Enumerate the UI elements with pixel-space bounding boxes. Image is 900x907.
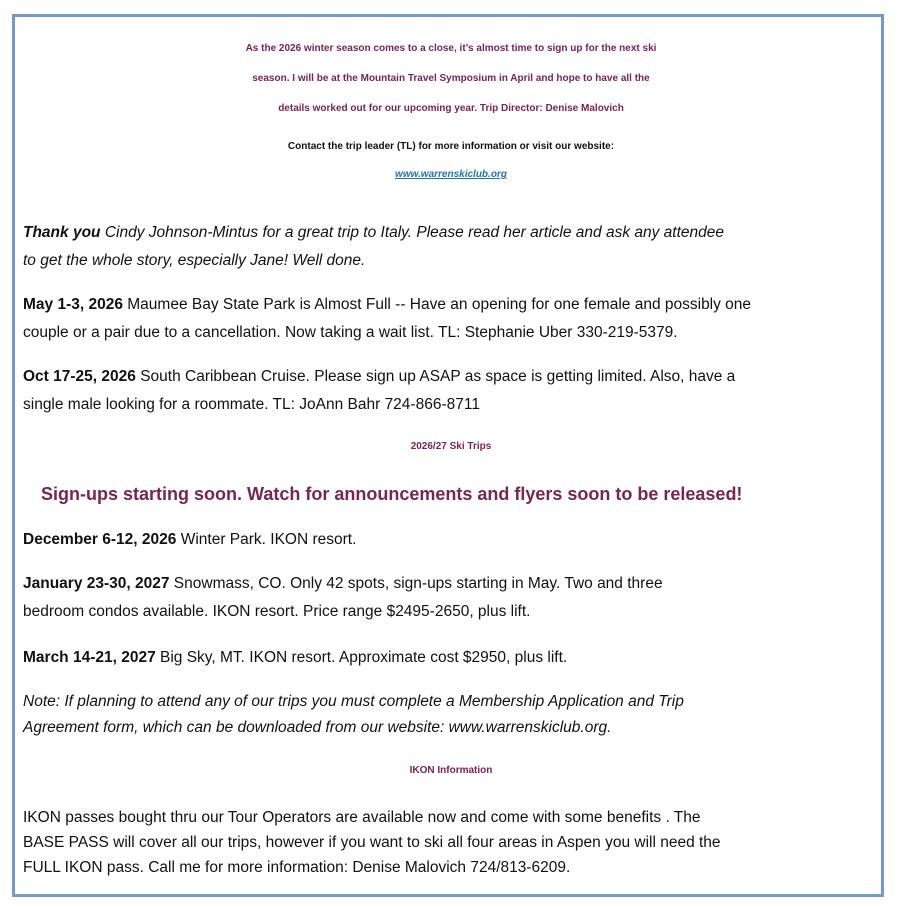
thanks-line-2: to get the whole story, especially Jane! Well done.	[23, 252, 366, 269]
intro-line-3: details worked out for our upcoming year. Trip Director: Denise Malovich	[278, 103, 624, 114]
intro-line-1: As the 2026 winter season comes to a close, it’s almost time to sign up for the next ski	[245, 43, 657, 54]
trip-date: December 6-12, 2026	[23, 531, 177, 548]
ikon-line-1: IKON passes bought thru our Tour Operators are available now and come with some benefits . The	[23, 809, 701, 826]
website-link-line	[15, 169, 887, 180]
thanks-bold: Thank you	[23, 224, 101, 241]
ikon-heading: IKON Information	[409, 765, 493, 776]
trip-date: May 1-3, 2026	[23, 296, 123, 313]
thanks-line-1	[23, 219, 724, 247]
intro-line-2: season. I will be at the Mountain Travel Symposium in April and hope to have all the	[252, 73, 650, 84]
newsletter-box	[12, 14, 884, 897]
contact-text: Contact the trip leader (TL) for more information or visit our website:	[287, 141, 615, 152]
trip-text: Maumee Bay State Park is Almost Full -- Have an opening for one female and possibly one	[122, 296, 752, 313]
trip-date: Oct 17-25, 2026	[23, 368, 136, 385]
ikon-line-2: BASE PASS will cover all our trips, however if you want to ski all four areas in Aspen you will need the	[23, 834, 721, 851]
ski-trips-heading: 2026/27 Ski Trips	[410, 441, 492, 452]
trip-text: South Caribbean Cruise. Please sign up ASAP as space is getting limited. Also, have a	[135, 368, 736, 385]
ski-trip-january-line-1	[23, 570, 663, 598]
trip-text: Snowmass, CO. Only 42 spots, sign-ups starting in May. Two and three	[169, 575, 663, 592]
trip-may-line-1	[23, 291, 751, 319]
ski-trips-subheading: Sign-ups starting soon. Watch for announcements and flyers soon to be released!	[41, 484, 743, 504]
trip-text: Big Sky, MT. IKON resort. Approximate cost $2950, plus lift.	[155, 649, 568, 666]
ski-trip-december	[23, 526, 356, 554]
ikon-line-3: FULL IKON pass. Call me for more information: Denise Malovich 724/813-6209.	[23, 859, 571, 876]
note-line-1: Note: If planning to attend any of our trips you must complete a Membership Application and Trip	[23, 693, 684, 710]
trip-oct-line-2: single male looking for a roommate. TL: JoAnn Bahr 724-866-8711	[23, 396, 480, 413]
website-link[interactable]: www.warrenskiclub.org	[395, 169, 507, 180]
trip-may-line-2: couple or a pair due to a cancellation. Now taking a wait list. TL: Stephanie Uber 330-219-5379.	[23, 324, 678, 341]
ski-trip-march	[23, 644, 567, 672]
trip-text: Winter Park. IKON resort.	[176, 531, 357, 548]
trip-oct-line-1	[23, 363, 735, 391]
note-line-2: Agreement form, which can be downloaded from our website: www.warrenskiclub.org.	[23, 719, 612, 736]
trip-date: March 14-21, 2027	[23, 649, 156, 666]
thanks-text: Cindy Johnson-Mintus for a great trip to Italy. Please read her article and ask any attendee	[100, 224, 725, 241]
ski-trip-january-line-2: bedroom condos available. IKON resort. Price range $2495-2650, plus lift.	[23, 603, 531, 620]
trip-date: January 23-30, 2027	[23, 575, 170, 592]
